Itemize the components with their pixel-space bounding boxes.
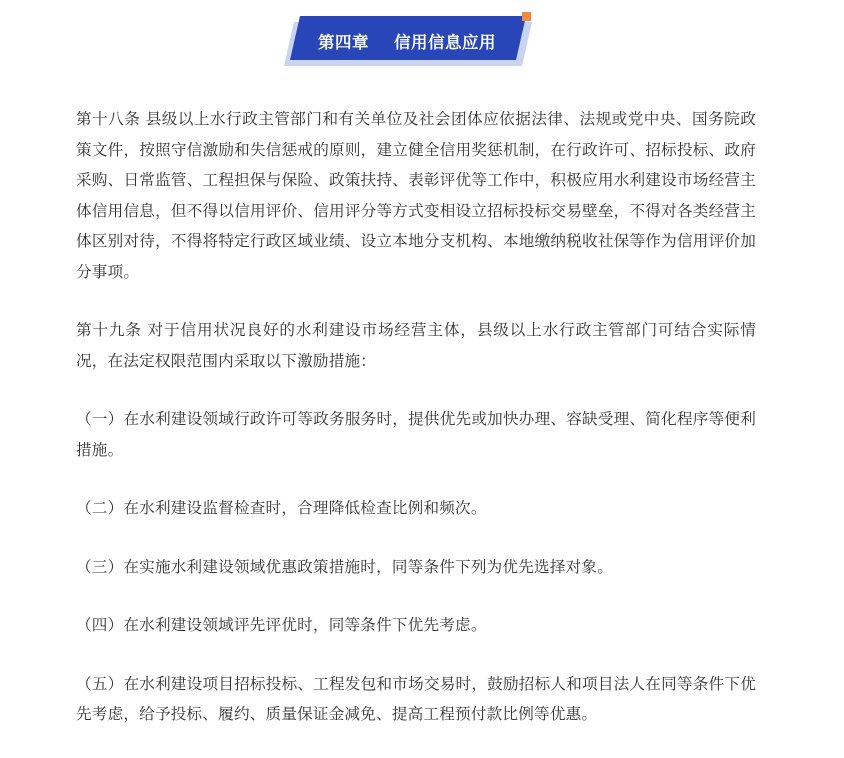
article-body <box>76 104 756 758</box>
article-19-paragraph: 第十九条 对于信用状况良好的水利建设市场经营主体，县级以上水行政主管部门可结合实际情况，在法定权限范围内采取以下激励措施： <box>76 321 756 370</box>
measure-4-paragraph: （四）在水利建设领域评先评优时，同等条件下优先考虑。 <box>76 616 487 634</box>
chapter-title: 第四章 信用信息应用 <box>318 33 496 52</box>
chapter-banner <box>284 12 536 68</box>
measure-5-paragraph: （五）在水利建设项目招标投标、工程发包和市场交易时，鼓励招标人和项目法人在同等条件下优先考虑，给予投标、履约、质量保证金减免、提高工程预付款比例等优惠。 <box>76 674 756 723</box>
measure-2-paragraph: （二）在水利建设监督检查时，合理降低检查比例和频次。 <box>76 499 487 517</box>
banner-accent-square <box>522 12 531 21</box>
measure-3-paragraph: （三）在实施水利建设领域优惠政策措施时，同等条件下列为优先选择对象。 <box>76 557 613 576</box>
measure-1-paragraph: （一）在水利建设领域行政许可等政务服务时，提供优先或加快办理、容缺受理、简化程序等便利措施。 <box>76 410 756 459</box>
article-18-paragraph: 第十八条 县级以上水行政主管部门和有关单位及社会团体应依据法律、法规或党中央、国务院政策文件，按照守信激励和失信惩戒的原则，建立健全信用奖惩机制，在行政许可、招标投标、政府采购、日常监管、工程担保与保险、政策扶持、表彰评优等工作中，积极应用水利建设市场经营主体信用信息，但不得以信用评价、信用评分等方式变相设立招标投标交易壁垒，不得对各类经营主体区别对待，不得将特定行政区域业绩、设立本地分支机构、本地缴纳税收社保等作为信用评价加分事项。 <box>76 110 756 281</box>
